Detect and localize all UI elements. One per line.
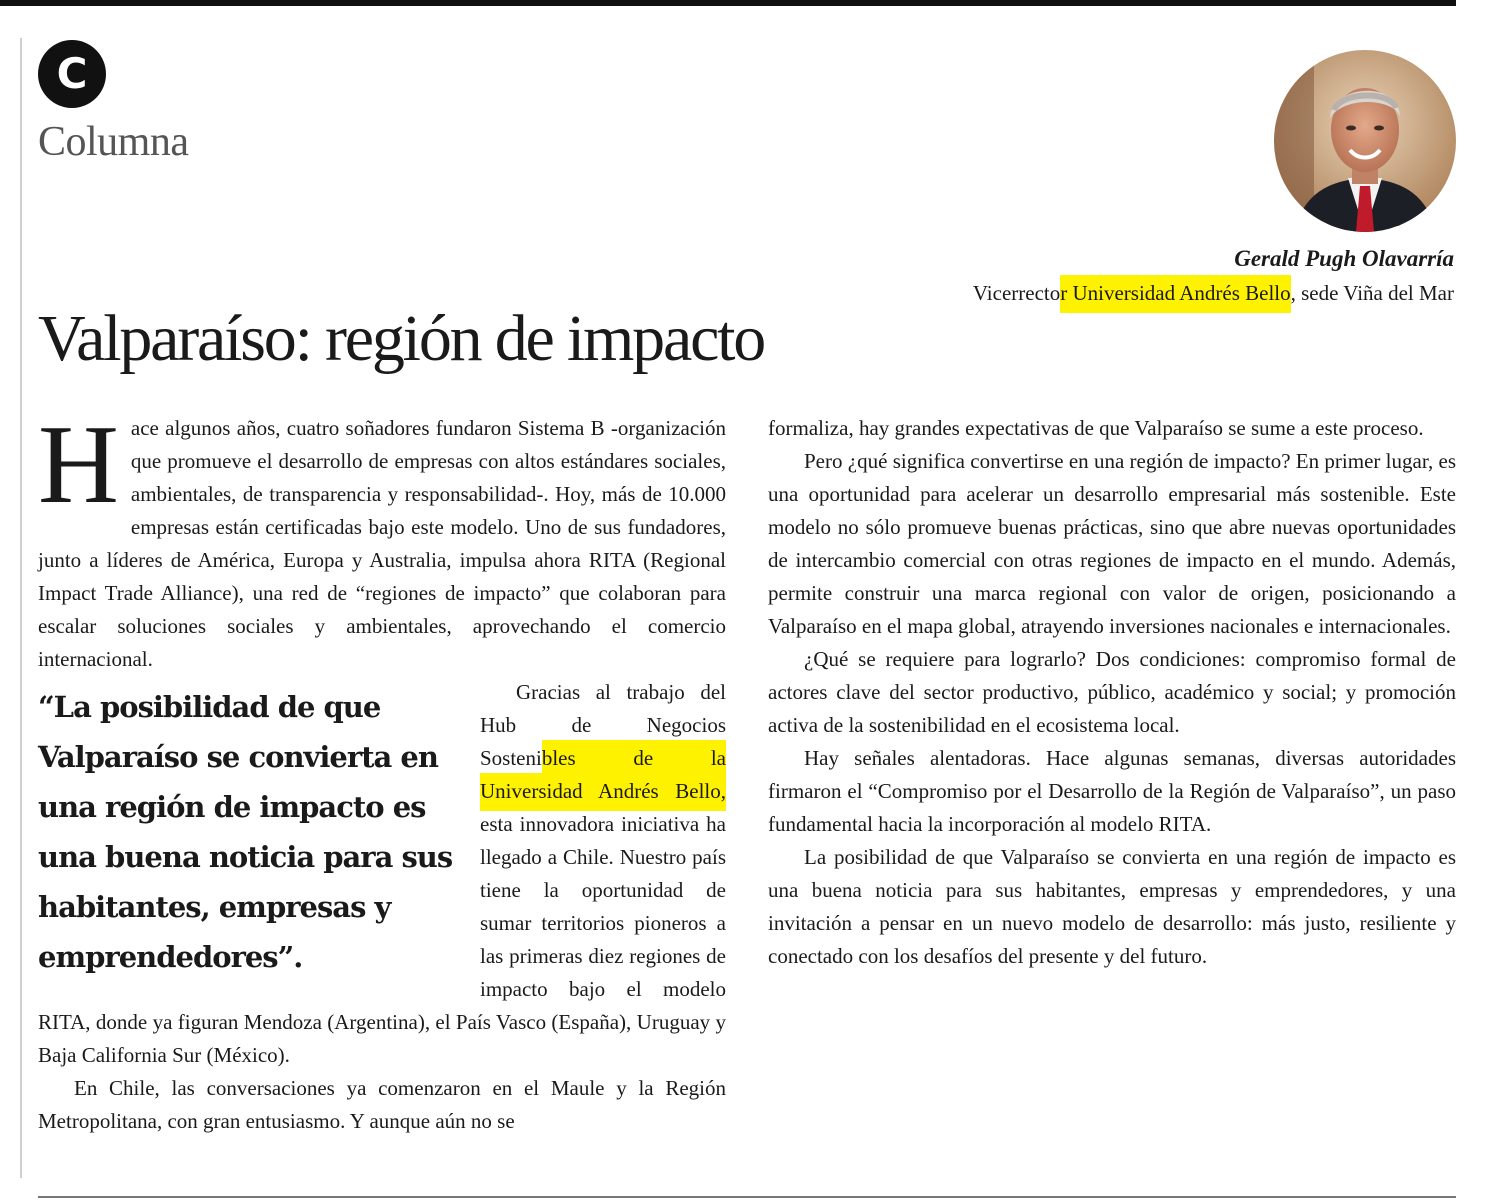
- paragraph: [38, 403, 726, 676]
- left-margin-rule: [20, 38, 22, 1178]
- author-affiliation: [973, 281, 1454, 306]
- paragraph: En Chile, las conversaciones ya comenzaron en el Maule y la Región Metropolitana, con gran entusiasmo. Y aunque aún no se: [38, 1076, 726, 1133]
- highlighted-text: bles de la Universidad Andrés Bello,: [480, 740, 726, 811]
- section-label: Columna: [38, 119, 189, 165]
- paragraph: Hay señales alentadoras. Hace algunas semanas, diversas autoridades firmaron el “Compromiso por el Desarrollo de la Región de Valparaíso”, un paso fundamental hacia la incorporación al modelo RITA.: [768, 746, 1456, 836]
- author-portrait-image: [1274, 50, 1456, 232]
- paragraph: ¿Qué se requiere para lograrlo? Dos condiciones: compromiso formal de actores clave del sector productivo, público, académico y social; y promoción activa de la sostenibilidad en el ecosistema local.: [768, 647, 1456, 737]
- paragraph: La posibilidad de que Valparaíso se convierta en una región de impacto es una buena noticia para sus habitantes, empresas y emprendedores, y una invitación a pensar en un nuevo modelo de desarrollo: más justo, resiliente y conectado con los desafíos del presente y del futuro.: [768, 845, 1456, 968]
- author-name: Gerald Pugh Olavarría: [1234, 246, 1454, 271]
- pull-quote: “La posibilidad de que Valparaíso se convierta en una región de impacto es una buena noticia para sus habitantes, empresas y emprendedores”.: [38, 690, 453, 974]
- right-column: [768, 412, 1456, 973]
- headline: Valparaíso: región de impacto: [38, 302, 765, 375]
- author-photo: [1274, 50, 1456, 232]
- drop-cap: H: [38, 403, 119, 527]
- author-role-prefix: Vicerrecto: [972, 281, 1061, 305]
- bottom-rule: [38, 1196, 1456, 1198]
- dropcap-paragraph-text: ace algunos años, cuatro soñadores fundaron Sistema B -organización que promueve el desarrollo de empresas con altos estándares sociales, ambientales, de transparencia y responsabilidad-. Hoy, más de 10.000 empresas están certificadas bajo este modelo. Uno de sus fundadores, junto a líderes de América, Europa y Australia, impulsa ahora RITA (Regional Impact Trade Alliance), una red de “regiones de impacto” que colaboran para escalar soluciones sociales y ambientales, aprovechando el comercio internacional.: [38, 416, 726, 671]
- left-column: [38, 403, 726, 1138]
- top-rule: [0, 0, 1456, 6]
- paragraph-text: esta innovadora iniciativa ha llegado a Chile. Nuestro país tiene la oportunidad de sumar territorios pioneros a las primeras diez regiones de impacto bajo el modelo RITA, donde ya figuran Mendoza (Argentina), el País Vasco (España), Uruguay y Baja California Sur (México).: [38, 812, 726, 1067]
- paragraph: formaliza, hay grandes expectativas de que Valparaíso se sume a este proceso.: [768, 416, 1424, 440]
- author-role-highlight: r Universidad Andrés Bello: [1060, 275, 1290, 313]
- paragraph: Pero ¿qué significa convertirse en una región de impacto? En primer lugar, es una oportunidad para acelerar un desarrollo empresarial más sostenible. Este modelo no sólo promueve buenas prácticas, sino que abre nuevas oportunidades de intercambio comercial con otras regiones de impacto en el mundo. Además, permite construir una marca regional con valor de origen, posicionando a Valparaíso en el mapa global, atrayendo inversiones nacionales e internacionales.: [768, 449, 1456, 638]
- author-role-suffix: , sede Viña del Mar: [1290, 281, 1454, 305]
- section-badge: C: [38, 40, 106, 108]
- paragraph-text: Gracias al trabajo del Hub de Negocios Sosteni: [480, 680, 726, 770]
